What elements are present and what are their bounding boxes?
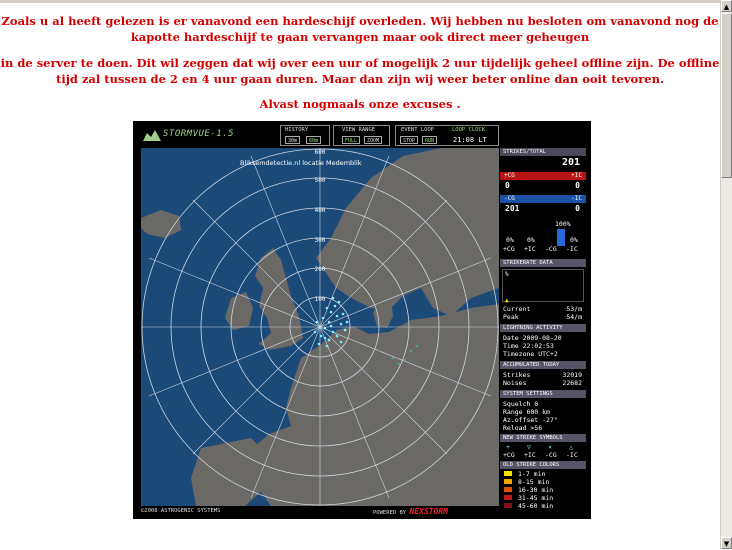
svg-text:100: 100	[314, 296, 326, 303]
setting-reload: Reload >56	[503, 424, 543, 432]
old-color-label: 31-45 min	[518, 494, 554, 502]
ncg-value: 201	[505, 204, 520, 213]
peak-rate-row: Peak 54/m	[503, 313, 582, 321]
setting-azoffset: Az.offset -27°	[503, 416, 558, 424]
view-range-label: VIEW RANGE	[342, 127, 376, 133]
nexstorm-logo: NEXSTORM	[409, 507, 448, 516]
symbol-label-pcg: +CG	[503, 451, 515, 459]
svg-text:500: 500	[314, 177, 326, 184]
pct-cat-ncg: -CG	[545, 245, 557, 253]
symbol-pic-icon: ▽	[527, 443, 531, 451]
scroll-thumb[interactable]	[721, 13, 732, 178]
powered-by: POWERED BY NEXSTORM	[373, 507, 448, 516]
current-rate-row: Current 53/m	[503, 305, 582, 313]
color-swatch	[504, 487, 512, 492]
history-label: HISTORY	[285, 127, 309, 133]
loop-clock-label: LOOP CLOCK	[452, 127, 486, 133]
symbol-ncg-icon: ×	[548, 443, 552, 451]
symbol-pcg-icon: +	[506, 443, 510, 451]
azimuth-lines	[141, 148, 499, 506]
color-swatch	[504, 479, 512, 484]
noises-today-row: Noises 22682	[503, 379, 582, 387]
pcg-value: 0	[505, 181, 510, 190]
symbol-label-ncg: -CG	[545, 451, 557, 459]
old-colors-header: OLD STRIKE COLORS	[500, 461, 586, 469]
nic-value: 0	[575, 204, 580, 213]
negative-strikes-bar: -CG -IC	[500, 195, 586, 203]
symbol-nic-icon: △	[569, 443, 573, 451]
strikerate-axis: %	[505, 271, 509, 278]
svg-text:×: ×	[415, 343, 419, 350]
loop-run-button[interactable]: RUN	[422, 136, 437, 144]
activity-timezone: Timezone UTC+2	[503, 350, 558, 358]
pct-top-label: 100%	[555, 220, 571, 228]
svg-text:600: 600	[314, 149, 326, 156]
copyright-text: ©2008 ASTROGENIC SYSTEMS	[141, 508, 221, 514]
svg-text:×: ×	[397, 361, 401, 368]
symbol-label-nic: -IC	[566, 451, 578, 459]
stormvue-logo	[141, 127, 251, 147]
strikerate-header: STRIKERATE DATA	[500, 259, 586, 267]
view-zoom-button[interactable]: ZOOM	[364, 136, 382, 144]
color-swatch	[504, 503, 512, 508]
scroll-up-arrow-icon[interactable]: ▲	[721, 0, 732, 12]
event-loop-label: EVENT LOOP	[401, 127, 435, 133]
cloud-logo-icon	[141, 127, 163, 143]
strikes-today-row: Strikes 32019	[503, 371, 582, 379]
settings-header: SYSTEM SETTINGS	[500, 390, 586, 398]
notice-apology: Alvast nogmaals onze excuses .	[259, 97, 461, 111]
svg-text:×: ×	[391, 355, 395, 362]
strikes-total-value: 201	[561, 157, 580, 168]
lightning-map[interactable]	[141, 148, 499, 506]
activity-header: LIGHTNING ACTIVITY	[500, 324, 586, 332]
color-swatch	[504, 471, 512, 476]
notice-line-2: in de server te doen. Dit wil zeggen dat wij over een uur of mogelijk 2 uur tijdelijk geheel offline zijn. De offline tijd zal tussen de 2 en 4 uur gaan duren. Maar dan zijn wij weer beter online dan ooit tevoren.	[0, 56, 720, 86]
event-loop-control	[395, 125, 499, 146]
svg-text:×: ×	[409, 348, 413, 355]
symbol-label-pic: +IC	[524, 451, 536, 459]
loop-clock-time: 21:08 LT	[453, 136, 487, 144]
color-swatch	[504, 495, 512, 500]
pct-cat-pic: +IC	[524, 245, 536, 253]
svg-text:200: 200	[314, 266, 326, 273]
pct-cat-pcg: +CG	[503, 245, 515, 253]
scroll-down-arrow-icon[interactable]: ▼	[721, 537, 732, 549]
svg-text:400: 400	[314, 207, 326, 214]
accumulated-header: ACCUMULATED TODAY	[500, 361, 586, 369]
history-control	[280, 125, 330, 146]
pic-value: 0	[575, 181, 580, 190]
old-color-label: 8-15 min	[518, 478, 550, 486]
window-top-border	[0, 0, 720, 3]
map-title: Bliksemdetectie.nl locatie Medemblik	[240, 159, 362, 167]
logo-text: STORMVUE-1.5	[163, 129, 235, 139]
vertical-scrollbar[interactable]	[720, 0, 732, 549]
strikerate-marker-icon: ▲	[505, 297, 509, 304]
strikes-total-header: STRIKES/TOTAL	[500, 148, 586, 156]
old-color-label: 1-7 min	[518, 470, 546, 478]
pct-cat-nic: -IC	[566, 245, 578, 253]
range-map-svg	[141, 148, 499, 506]
loop-stop-button[interactable]: STOP	[400, 136, 418, 144]
view-full-button[interactable]: FULL	[342, 136, 360, 144]
nic-pct: 0%	[570, 236, 578, 244]
history-60m-button[interactable]: 60m	[306, 136, 321, 144]
activity-date: Date 2009-08-20	[503, 334, 562, 342]
old-color-label: 45-60 min	[518, 502, 554, 510]
stormvue-widget	[133, 121, 591, 519]
svg-text:×: ×	[403, 357, 407, 364]
setting-range: Range 600 km	[503, 408, 550, 416]
strikerate-graph	[502, 269, 584, 302]
setting-squelch: Squelch 0	[503, 400, 539, 408]
old-color-label: 16-30 min	[518, 486, 554, 494]
pic-pct: 0%	[527, 236, 535, 244]
symbols-header: NEW STRIKE SYMBOLS	[500, 434, 586, 442]
svg-text:300: 300	[314, 237, 326, 244]
activity-time: Time 22:02:53	[503, 342, 554, 350]
stats-panel	[500, 148, 586, 508]
notice-line-1: Zoals u al heeft gelezen is er vanavond een hardeschijf overleden. Wij hebben nu besloten om vanavond nog de kapotte hardeschijf te gaan vervangen maar ook direct meer geheugen	[1, 14, 719, 44]
positive-strikes-bar: +CG +IC	[500, 172, 586, 180]
pcg-pct: 0%	[506, 236, 514, 244]
history-30m-button[interactable]: 30m	[285, 136, 300, 144]
view-range-control	[333, 125, 390, 146]
